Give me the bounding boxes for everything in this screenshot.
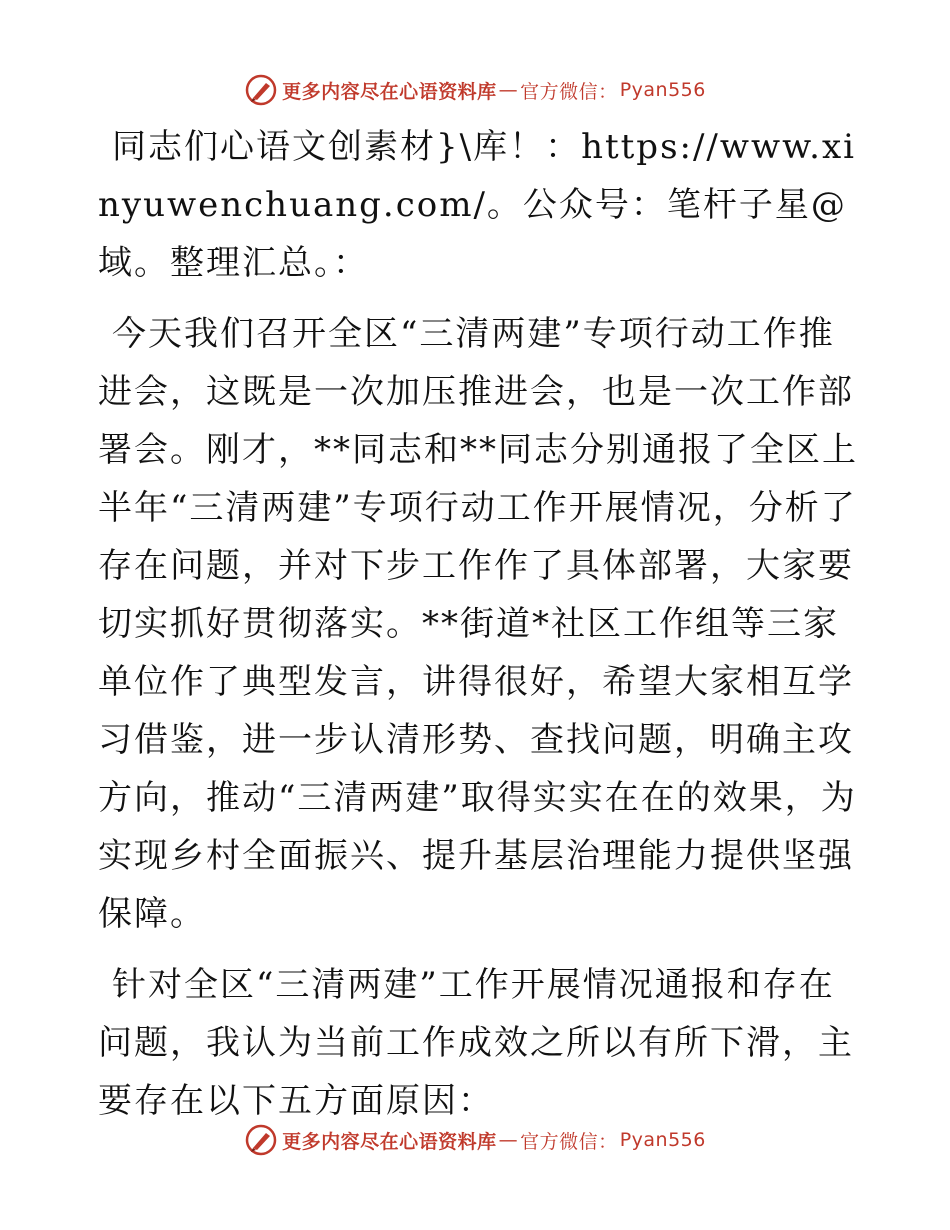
paragraph-opening: 今天我们召开全区“三清两建”专项行动工作推进会，这既是一次加压推进会，也是一次工作部署会。刚才，**同志和**同志分别通报了全区上半年“三清两建”专项行动工作开展情况，分析了存在问题，并对下步工作作了具体部署，大家要切实抓好贯彻落实。**街道*社区工作组等三家单位作了典型发言，讲得很好，希望大家相互学习借鉴，进一步认清形势、查找问题，明确主攻方向，推动“三清两建”取得实实在在的效果，为实现乡村全面振兴、提升基层治理能力提供坚强保障。 [98,314,858,934]
watermark-sub-text: 官方微信： [520,80,618,103]
watermark-handle: Pyan556 [619,1129,706,1151]
watermark-main-text: 更多内容尽在心语资料库 [282,80,497,103]
document-body [98,118,858,1130]
header-watermark [0,70,950,110]
watermark-dash: — [498,1129,519,1151]
watermark-sub-text: 官方微信： [520,1130,618,1153]
paragraph-causes: 针对全区“三清两建”工作开展情况通报和存在问题，我认为当前工作成效之所以有所下滑，主要存在以下五方面原因： [98,965,854,1121]
watermark-handle: Pyan556 [619,79,706,101]
watermark-main-text: 更多内容尽在心语资料库 [282,1130,497,1153]
footer-watermark [0,1120,950,1160]
watermark-dash: — [498,79,519,101]
pen-logo-icon [244,1123,278,1157]
paragraph-intro: 同志们心语文创素材}\库！：https://www.xinyuwenchuang.com/。公众号：笔杆子星@域。整理汇总。： [98,127,857,283]
pen-logo-icon [244,73,278,107]
